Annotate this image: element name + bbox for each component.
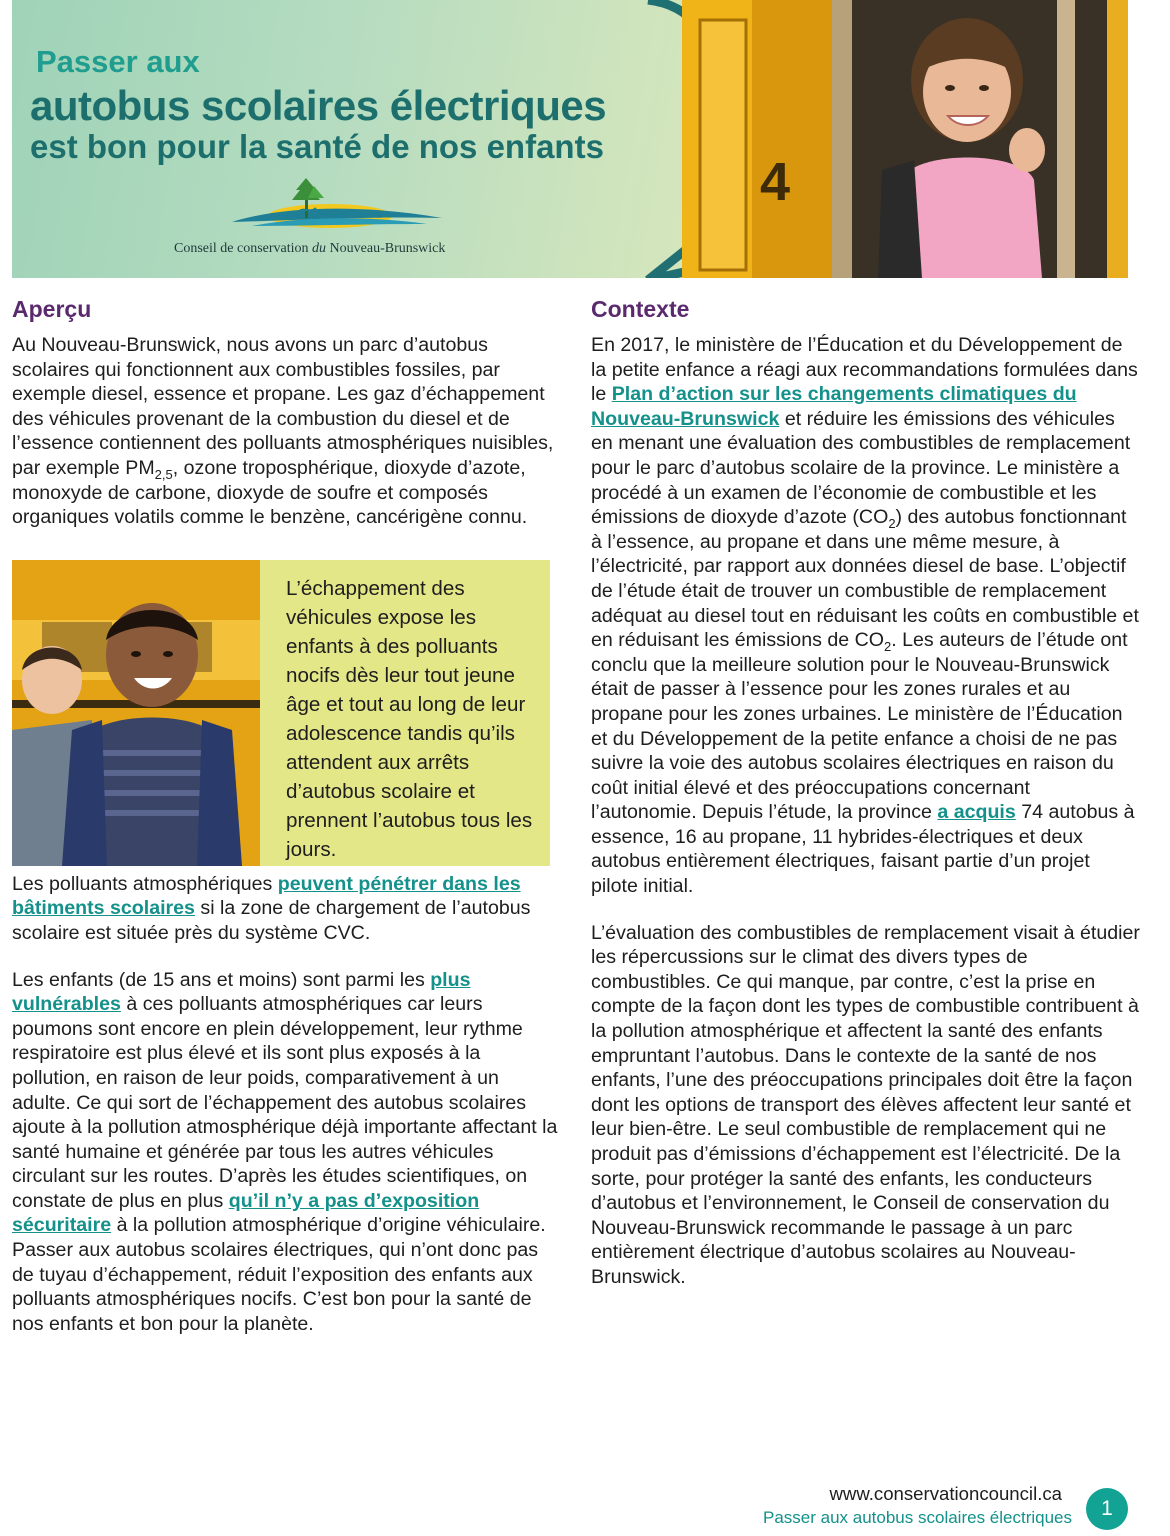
photo-girl-on-school-bus	[682, 0, 1128, 278]
footer-document-title: Passer aux autobus scolaires électriques	[763, 1508, 1072, 1527]
column-contexte	[591, 296, 1141, 1290]
callout-text: L’échappement des véhicules expose les enfants à des polluants nocifs dès leur tout jeune âge et tout au long de leur adolescence tandis qu’ils attendent aux arrêts d’autobus scolaire et prennent l’autobus tous les jours.	[260, 560, 550, 866]
photo-boys-at-school-bus	[12, 560, 260, 866]
page-number-badge: 1	[1086, 1488, 1128, 1530]
paragraph-apercu-intro: Au Nouveau-Brunswick, nous avons un parc d’autobus scolaires qui fonctionnent aux combustibles fossiles, par exemple diesel, essence et propane. Les gaz d’échappement des véhicules provenant de la combustion du diesel et de l’essence contiennent des polluants atmosphériques nuisibles, par exemple $PM_{2,5}$, ozone troposphérique, dioxyde d’azote, monoxyde de carbone, dioxyde de soufre et composés organiques volatils comme le benzène, cancérigène connu.	[12, 334, 554, 529]
paragraph-school-buildings: Les polluants atmosphériques peuvent pénétrer dans les bâtiments scolaires si la zone de chargement de l’autobus scolaire est située près du système CVC.	[12, 872, 531, 944]
title-main: autobus scolaires électriques	[30, 82, 607, 129]
link-most-vulnerable[interactable]: plus vulnérables	[12, 968, 471, 1016]
header-banner	[12, 0, 1128, 278]
paragraph-context-study: En 2017, le ministère de l’Éducation et du Développement de la petite enfance a réagi aux recommandations formulées dans le Plan d’action sur les changements climatiques du Nouveau-Brunswick et réduire les émissions des véhicules en menant une évaluation des combustibles de remplacement pour le parc d’autobus scolaire de la province. Le ministère a procédé à un examen de l’économie de combustible et les émissions de dioxyde d’azote $(CO_2)$ des autobus fonctionnant à l’essence, au propane et dans une même mesure, à l’électricité, par rapport aux données diesel de base. L’objectif de l’étude était de trouver un combustible de remplacement adéquat au diesel tout en réduisant les coûts en combustible et en réduisant les émissions de $CO_2$. Les auteurs de l’étude ont conclu que la meilleure solution pour le Nouveau-Brunswick était de passer à l’essence pour les zones rurales et au propane pour les zones urbaines. Le ministère de l’Éducation et du Développement de la petite enfance a choisi de ne pas suivre la voie des autobus scolaires électriques en raison du coût initial élevé et des préoccupations concernant l’autonomie. Depuis l’étude, la province a acquis 74 autobus à essence, 16 au propane, 11 hybrides-électriques et deux autobus entièrement électriques, faisant partie d’un projet pilote initial.	[591, 334, 1139, 898]
link-school-buildings[interactable]: peuvent pénétrer dans les bâtiments scolaires	[12, 872, 521, 920]
paragraph-context-recommendation: L’évaluation des combustibles de remplacement visait à étudier les répercussions sur le climat des divers types de combustibles. Ce qui manque, par contre, c’est la prise en compte de la façon dont les types de combustible contribuent à la pollution atmosphérique et affectent la santé des enfants empruntant l’autobus. Dans le contexte de la santé de nos enfants, l’une des préoccupations principales doit être la façon dont les options de transport des élèves affectent leur santé et leur bien-être. Le seul combustible de remplacement qui ne produit pas d’émissions d’échappement est l’électricité. De la sorte, pour protéger la santé des enfants, les conducteurs d’autobus et l’environnement, le Conseil de conservation du Nouveau-Brunswick recommande le passage à un parc entièrement électrique d’autobus scolaires au Nouveau-Brunswick.	[591, 921, 1140, 1288]
heading-apercu: Aperçu	[12, 296, 92, 322]
link-climate-action-plan[interactable]: Plan d’action sur les changements climatiques du Nouveau-Brunswick	[591, 383, 1077, 430]
bus-number: 4	[760, 152, 791, 212]
link-no-safe-exposure[interactable]: qu’il n’y a pas d’exposition sécuritaire	[12, 1189, 480, 1237]
organization-name: Conseil de conservation du Nouveau-Brunswick	[174, 241, 446, 256]
conservation-council-logo	[212, 176, 444, 232]
link-acquired[interactable]: a acquis	[937, 801, 1016, 824]
callout-block	[12, 560, 550, 866]
paragraph-children-vulnerable: Les enfants (de 15 ans et moins) sont parmi les plus vulnérables à ces polluants atmosphériques car leurs poumons sont encore en plein développement, leur rythme respiratoire est plus élevé et ils sont plus exposés à la pollution, en raison de leur poids, comparativement à un adulte. Ce qui sort de l’échappement des autobus scolaires ajoute à la pollution atmosphérique déjà importante affectant la santé humaine et générée par tous les autres véhicules circulant sur les routes. D’après les études scientifiques, on constate de plus en plus qu’il n’y a pas d’exposition sécuritaire à la pollution atmosphérique d’origine véhiculaire. Passer aux autobus scolaires électriques, qui n’ont donc pas de tuyau d’échappement, réduit l’exposition des enfants aux polluants atmosphériques nocifs. C’est bon pour la santé de nos enfants et bon pour la planète.	[12, 968, 558, 1335]
title-sub: est bon pour la santé de nos enfants	[30, 128, 604, 165]
heading-contexte: Contexte	[591, 296, 690, 322]
column-apercu	[12, 296, 560, 1336]
footer-website[interactable]: www.conservationcouncil.ca	[829, 1483, 1062, 1504]
title-top: Passer aux	[36, 44, 200, 79]
